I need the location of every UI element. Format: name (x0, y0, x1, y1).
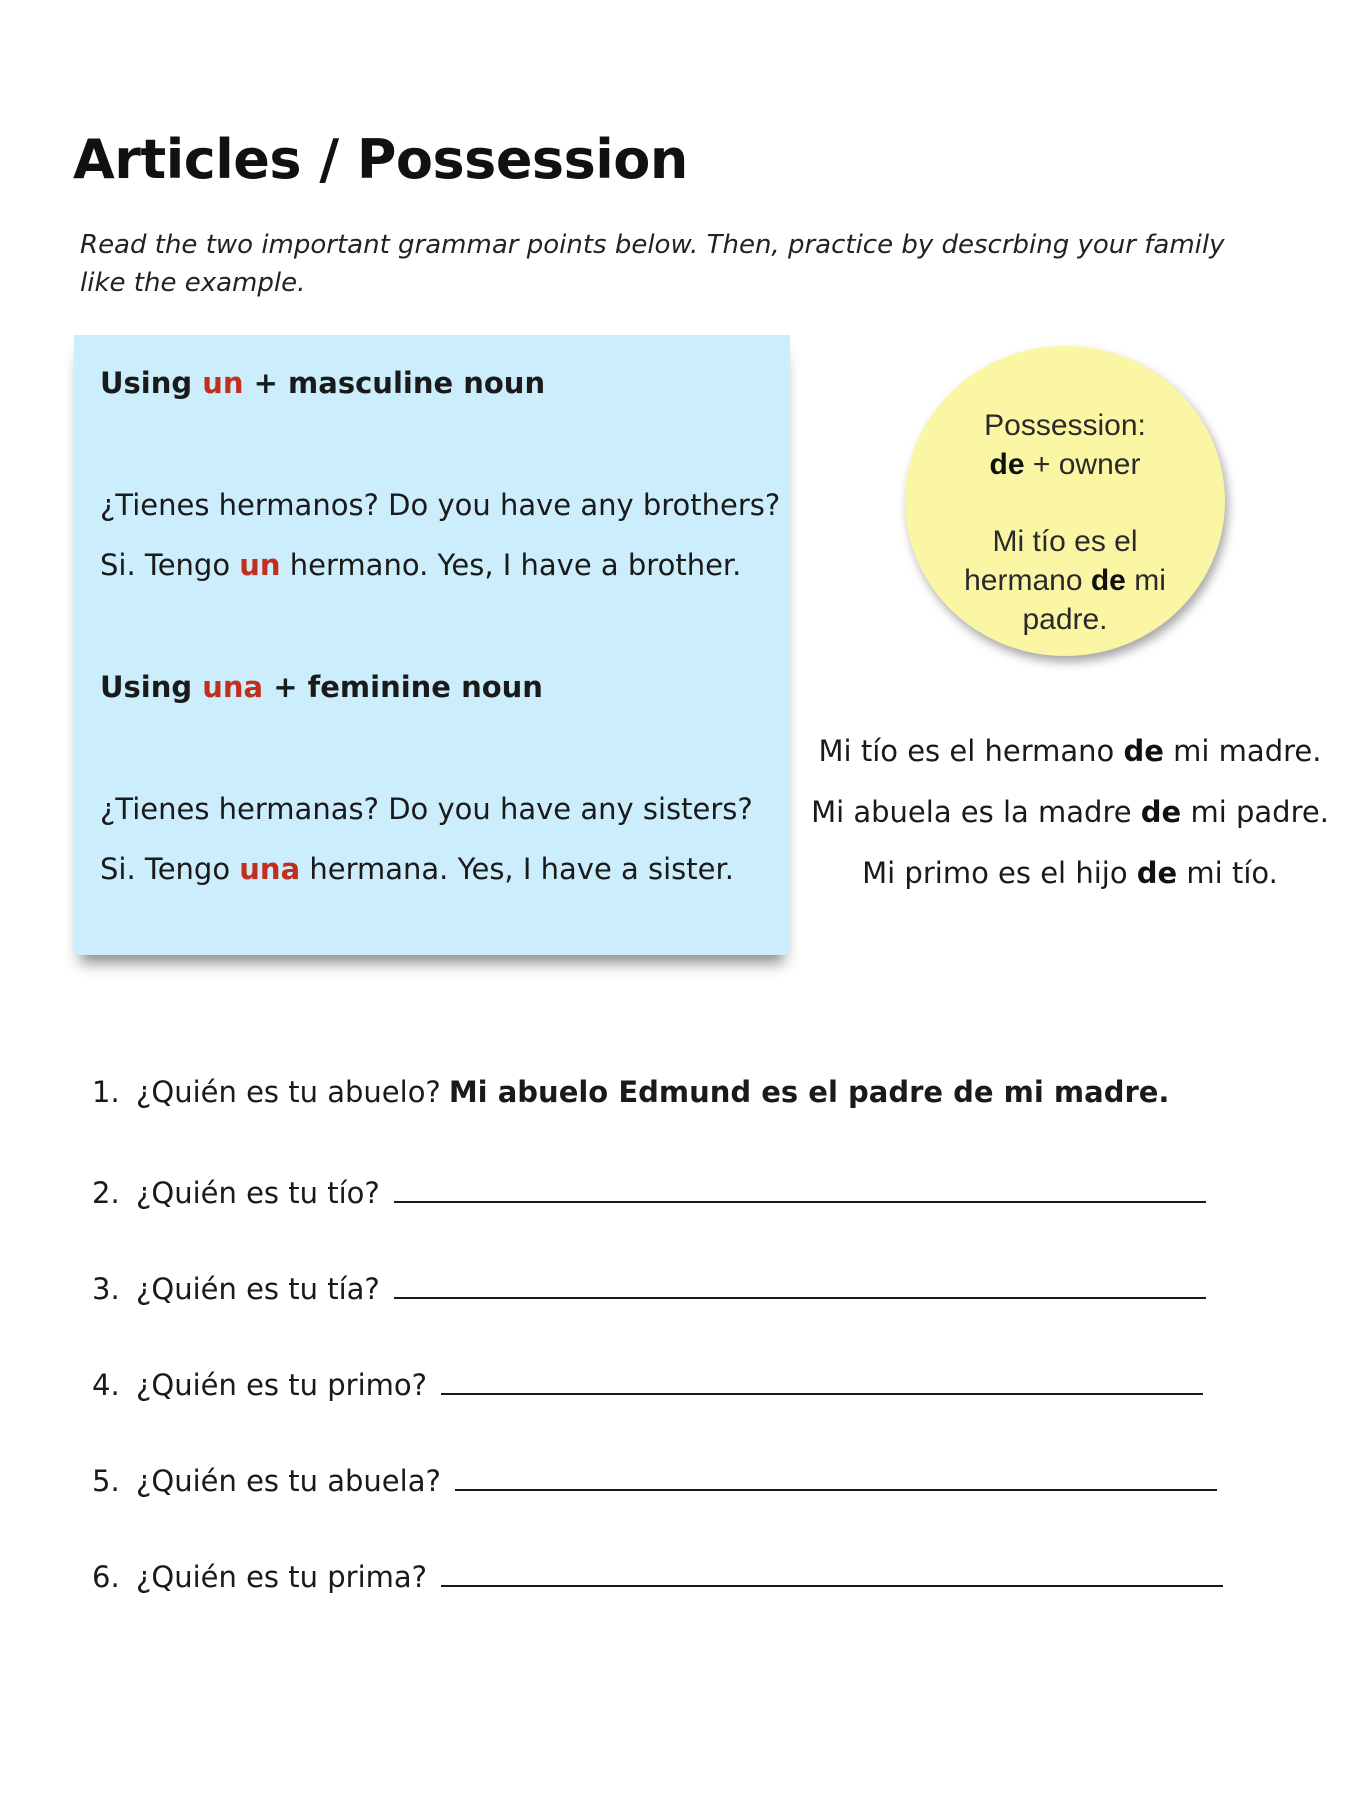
question-item: 2. ¿Quién es tu tío? (92, 1171, 1206, 1210)
example-answer: Mi abuelo Edmund es el padre de mi madre. (448, 1075, 1170, 1109)
question-item: 1. ¿Quién es tu abuelo? Mi abuelo Edmund es el padre de mi madre. (92, 1075, 1170, 1109)
articles-grammar-box (74, 335, 790, 955)
masculine-answer: Si. Tengo un hermano. Yes, I have a brother. (100, 548, 742, 582)
feminine-answer: Si. Tengo una hermana. Yes, I have a sister. (100, 852, 734, 886)
article-un-example: un (239, 548, 281, 582)
feminine-heading: Using una + feminine noun (100, 670, 543, 704)
feminine-question: ¿Tienes hermanas? Do you have any sisters? (100, 792, 753, 826)
instructions: Read the two important grammar points below. Then, practice by descrbing your family like the example. (80, 230, 1225, 298)
answer-blank[interactable] (394, 1171, 1206, 1203)
possession-bubble (905, 346, 1225, 656)
answer-blank[interactable] (441, 1363, 1203, 1395)
question-item: 3. ¿Quién es tu tía? (92, 1267, 1206, 1306)
possession-example-line: Mi primo es el hijo de mi tío. (862, 856, 1278, 890)
answer-blank[interactable] (455, 1459, 1217, 1491)
question-item: 5. ¿Quién es tu abuela? (92, 1459, 1217, 1498)
possession-example: Mi tío es el hermano de mi padre. (964, 525, 1166, 636)
masculine-question: ¿Tienes hermanos? Do you have any brothers? (100, 488, 781, 522)
question-item: 6. ¿Quién es tu prima? (92, 1555, 1223, 1594)
article-una: una (202, 670, 264, 704)
possession-example-line: Mi tío es el hermano de mi madre. (818, 734, 1322, 768)
article-un: un (202, 366, 244, 400)
answer-blank[interactable] (394, 1267, 1206, 1299)
answer-blank[interactable] (441, 1555, 1223, 1587)
article-una-example: una (239, 852, 301, 886)
possession-rule: de + owner (989, 448, 1141, 481)
question-item: 4. ¿Quién es tu primo? (92, 1363, 1203, 1402)
masculine-heading: Using un + masculine noun (100, 366, 546, 400)
page-title: Articles / Possession (73, 128, 688, 191)
possession-title: Possession: (984, 409, 1146, 442)
possession-example-line: Mi abuela es la madre de mi padre. (811, 795, 1329, 829)
